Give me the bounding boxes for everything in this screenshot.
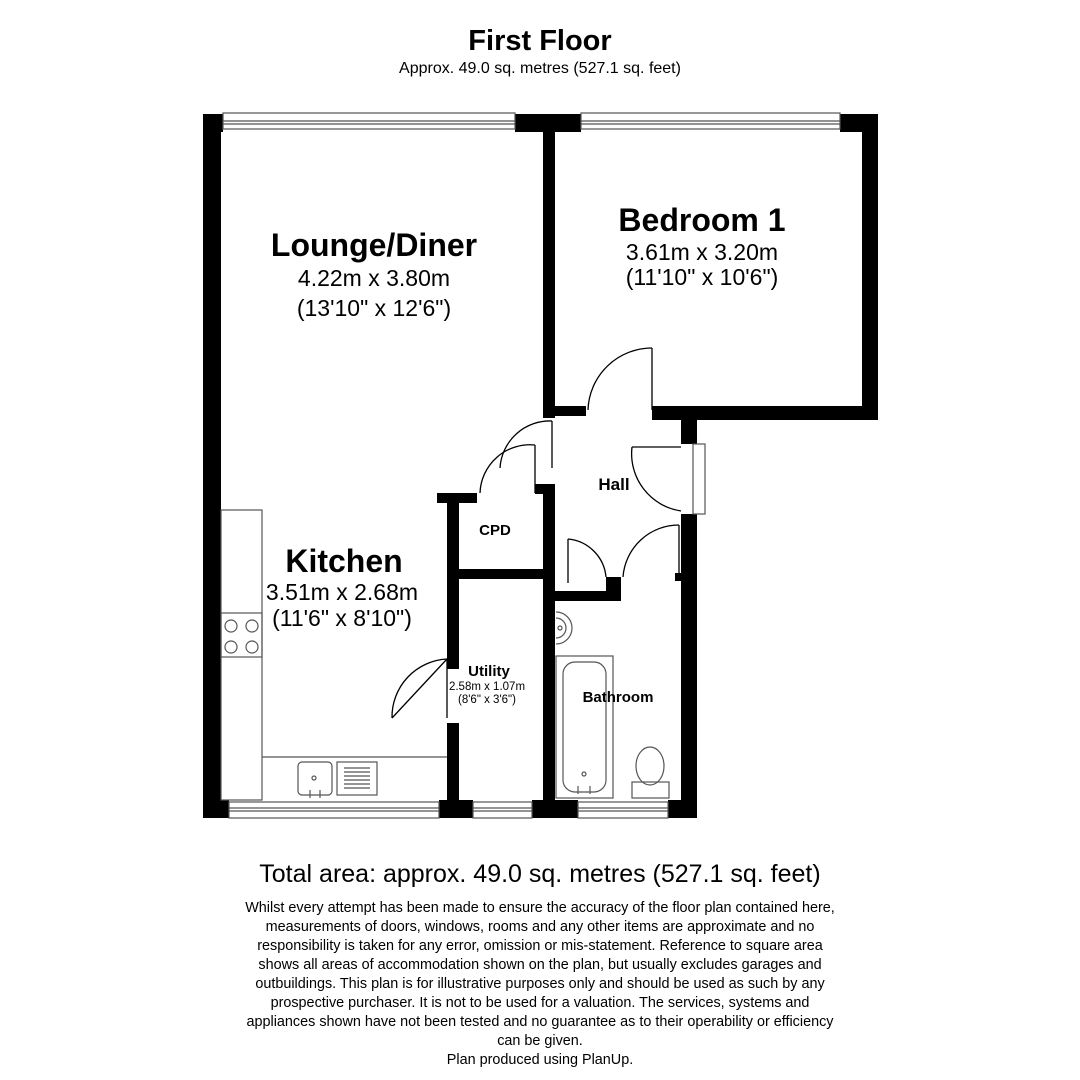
window-lounge [223, 113, 515, 129]
front-door-frame [693, 444, 705, 514]
basin-icon [556, 612, 572, 644]
wall-lounge-bedroom [543, 114, 555, 418]
disclaimer-line: prospective purchaser. It is not to be used for a valuation. The services, systems and [270, 995, 810, 1011]
wall-bottom-left [203, 800, 229, 818]
disclaimer-line: outbuildings. This plan is for illustrative purposes only and should be used as such by any [255, 976, 825, 992]
hob-icon [221, 613, 262, 657]
disclaimer-line: measurements of doors, windows, rooms and any other items are approximate and no [265, 919, 815, 935]
room-labels [266, 202, 786, 706]
wall-top-lounge-left [203, 114, 223, 132]
hall-name: Hall [598, 475, 630, 494]
door-bathroom-right [623, 525, 679, 578]
window-bedroom [581, 113, 840, 129]
wall-cpd-bottom [447, 569, 555, 579]
utility-name: Utility [468, 663, 510, 680]
cpd-name: CPD [479, 522, 511, 539]
disclaimer-line: Whilst every attempt has been made to ensure the accuracy of the floor plan contained here, [245, 900, 835, 916]
wall-bathroom-top-right [675, 573, 681, 581]
total-area: Total area: approx. 49.0 sq. metres (527.1 sq. feet) [259, 860, 821, 888]
lounge-metric: 4.22m x 3.80m [297, 265, 451, 291]
floor-title: First Floor [468, 25, 612, 57]
wall-bedroom-bottom-right [652, 406, 878, 420]
wall-left [203, 114, 221, 818]
bedroom-metric: 3.61m x 3.20m [625, 239, 779, 265]
wall-bedroom-right [862, 114, 878, 420]
utility-imperial: (8'6" x 3'6") [458, 694, 516, 706]
wall-hall-right-top [681, 418, 697, 444]
utility-metric: 2.58m x 1.07m [448, 681, 526, 693]
wall-bottom-utility-bathroom [532, 800, 578, 818]
produced-by: Plan produced using PlanUp. [446, 1052, 634, 1068]
disclaimer-line: responsibility is taken for any error, omission or mis-statement. Reference to square area [257, 938, 823, 954]
wall-bottom-kitchen-utility [439, 800, 473, 818]
wall-cpd-right [543, 484, 555, 818]
disclaimer [190, 899, 890, 1070]
wall-bedroom-bottom-left [543, 406, 586, 416]
door-front [632, 447, 681, 511]
sink-icon [298, 762, 332, 795]
floor-approx-area: Approx. 49.0 sq. metres (527.1 sq. feet) [399, 60, 681, 77]
wall-bottom-right [668, 800, 697, 818]
disclaimer-line: shows all areas of accommodation shown on the plan, but usually excludes garages and [258, 957, 822, 973]
doors [392, 348, 681, 718]
door-utility [392, 659, 447, 718]
toilet-icon [632, 747, 669, 798]
wall-bathroom-post [606, 577, 621, 601]
kitchen-imperial: (11'6" x 8'10") [272, 605, 412, 631]
lounge-name: Lounge/Diner [270, 227, 478, 263]
door-cpd [480, 445, 535, 493]
door-bathroom-left [568, 539, 606, 583]
disclaimer-line: appliances shown have not been tested and no guarantee as to their operability or efficiency [246, 1014, 834, 1030]
door-bedroom [588, 348, 652, 410]
window-utility [473, 802, 532, 818]
window-bathroom [578, 802, 668, 818]
disclaimer-line: can be given. [497, 1033, 583, 1049]
drainer-icon [337, 762, 377, 795]
kitchen-metric: 3.51m x 2.68m [265, 579, 419, 605]
lounge-imperial: (13'10" x 12'6") [296, 295, 452, 321]
bedroom-imperial: (11'10" x 10'6") [625, 264, 779, 290]
wall-cpd-stub [535, 484, 555, 494]
window-kitchen [229, 802, 439, 818]
bath-icon [556, 656, 613, 798]
kitchen-counter-left [221, 510, 262, 800]
plan-footer [0, 857, 1080, 1070]
wall-hall-right [681, 514, 697, 818]
bathroom-name: Bathroom [582, 689, 654, 706]
kitchen-name: Kitchen [285, 543, 403, 579]
wall-cpd-left [447, 493, 459, 669]
bedroom-name: Bedroom 1 [618, 202, 786, 238]
